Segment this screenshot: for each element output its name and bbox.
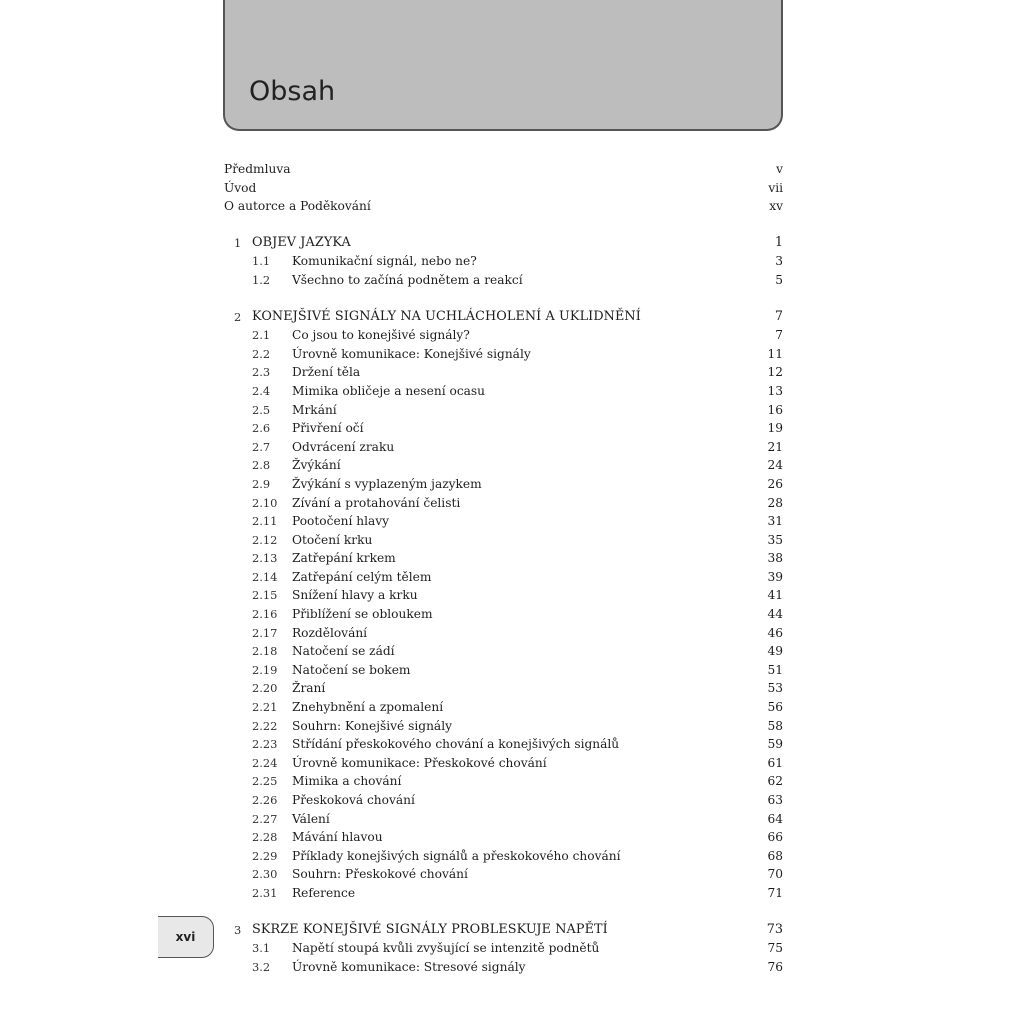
section-entry-title: Příklady konejšivých signálů a přeskokového chování [292,848,621,863]
section-entry-number: 2.20 [252,681,278,696]
section-entry[interactable] [224,438,783,457]
section-entry-page: 38 [767,551,783,566]
section-entry-page: 76 [767,959,783,974]
section-entry-page: 13 [767,383,783,398]
section-entry-number: 2.27 [252,811,278,826]
section-entry-page: 11 [767,346,783,361]
section-entry[interactable] [224,271,783,290]
section-entry[interactable] [224,772,783,791]
section-entry-page: 49 [767,644,783,659]
section-entry[interactable] [224,456,783,475]
section-entry-number: 2.16 [252,607,278,622]
section-entry-title: Přivření očí [292,421,364,436]
section-entry-number: 2.14 [252,569,278,584]
section-entry-title: Zívání a protahování čelisti [292,495,461,510]
section-entry-number: 2.10 [252,495,278,510]
section-entry-number: 2.3 [252,365,271,380]
section-entry-page: 3 [775,254,783,269]
chapter-list [224,216,783,977]
section-entry[interactable] [224,661,783,680]
section-entry-title: Úrovně komunikace: Stresové signály [292,959,526,974]
section-entry-number: 2.5 [252,402,271,417]
chapter-heading-page: 1 [774,234,783,250]
section-entry-page: 16 [767,402,783,417]
section-entry-number: 2.18 [252,644,278,659]
section-entry[interactable] [224,735,783,754]
section-entry[interactable] [224,791,783,810]
chapter-heading-number: 3 [234,922,242,937]
section-entry[interactable] [224,679,783,698]
section-entry-title: Střídání přeskokového chování a konejšivých signálů [292,737,620,752]
section-entry-title: Válení [292,811,330,826]
section-entry-page: 56 [767,700,783,715]
section-entry-number: 2.25 [252,774,278,789]
section-entry[interactable] [224,419,783,438]
section-entry-number: 2.19 [252,662,278,677]
chapter-heading[interactable] [224,234,783,253]
section-entry-number: 2.15 [252,588,278,603]
section-entry-page: 71 [767,885,783,900]
section-entry-page: 44 [767,607,783,622]
section-entry[interactable] [224,717,783,736]
section-entry-page: 21 [767,439,783,454]
chapter-heading-number: 1 [234,235,242,250]
section-entry[interactable] [224,363,783,382]
section-entry-title: Reference [292,885,356,900]
chapter-spacer [224,903,783,921]
section-entry[interactable] [224,586,783,605]
section-entry-title: Snížení hlavy a krku [292,588,418,603]
section-entry-number: 3.2 [252,959,271,974]
section-entry-number: 2.12 [252,532,278,547]
section-entry-number: 2.30 [252,867,278,882]
section-entry-number: 2.23 [252,737,278,752]
section-entry-title: Držení těla [292,365,361,380]
section-entry-title: Žvýkání s vyplazeným jazykem [292,476,482,491]
front-matter-list [224,160,783,216]
section-entry-title: Odvrácení zraku [292,439,395,454]
toc-entry-page: xv [769,199,783,214]
section-entry-page: 7 [775,328,783,343]
section-entry-page: 75 [767,941,783,956]
page-title: Obsah [249,76,336,107]
section-entry-title: Pootočení hlavy [292,514,390,529]
section-entry[interactable] [224,605,783,624]
section-entry-number: 2.1 [252,328,271,343]
section-entry-title: Všechno to začíná podnětem a reakcí [292,272,523,287]
section-entry[interactable] [224,754,783,773]
toc-entry[interactable] [224,160,783,179]
chapter-heading-title: KONEJŠIVÉ SIGNÁLY NA UCHLÁCHOLENÍ A UKLIDNĚNÍ [252,308,641,324]
chapter-heading-number: 2 [234,309,242,324]
section-entry-number: 2.11 [252,514,278,529]
section-entry-page: 66 [767,830,783,845]
page-number-tab: xvi [158,916,214,958]
section-entry[interactable] [224,512,783,531]
section-entry-page: 12 [767,365,783,380]
table-of-contents [224,160,783,976]
section-entry-number: 2.13 [252,551,278,566]
section-entry[interactable] [224,698,783,717]
section-entry[interactable] [224,531,783,550]
section-entry[interactable] [224,475,783,494]
section-entry-title: Žraní [292,681,326,696]
section-entry-number: 2.24 [252,755,278,770]
section-entry-page: 35 [767,532,783,547]
section-entry[interactable] [224,326,783,345]
section-entry-title: Co jsou to konejšivé signály? [292,328,470,343]
section-entry-page: 70 [767,867,783,882]
section-entry-page: 31 [767,514,783,529]
section-entry-number: 2.21 [252,700,278,715]
section-entry-title: Žvýkání [292,458,341,473]
section-entry-page: 19 [767,421,783,436]
toc-entry-page: v [776,162,783,176]
section-entry-page: 63 [767,793,783,807]
section-entry-title: Znehybnění a zpomalení [292,700,444,715]
section-entry-number: 2.22 [252,718,278,733]
section-entry-title: Mimika obličeje a nesení ocasu [292,383,486,398]
section-entry-page: 53 [767,681,783,696]
section-entry[interactable] [224,494,783,513]
chapter-heading[interactable] [224,921,783,940]
section-entry[interactable] [224,939,783,958]
section-entry-title: Rozdělování [292,625,368,640]
section-entry[interactable] [224,810,783,829]
section-entry-title: Mávání hlavou [292,830,383,845]
section-entry-page: 24 [767,458,783,473]
section-entry[interactable] [224,865,783,884]
toc-entry-title: Předmluva [224,162,291,176]
section-entry-number: 1.1 [252,254,271,269]
chapter-spacer [224,216,783,234]
section-entry-title: Zatřepání krkem [292,551,396,566]
toc-entry[interactable] [224,197,783,216]
section-entry-page: 26 [767,476,783,491]
chapter-spacer [224,290,783,308]
section-entry-number: 3.1 [252,941,271,956]
section-entry-number: 2.29 [252,848,278,863]
section-entry-title: Úrovně komunikace: Konejšivé signály [292,346,531,361]
section-entry-title: Natočení se zádí [292,644,395,659]
section-entry-title: Napětí stoupá kvůli zvyšující se intenzitě podnětů [292,941,600,956]
section-entry-page: 41 [767,588,783,603]
section-entry-page: 59 [767,737,783,752]
section-entry-page: 46 [767,625,783,640]
toc-entry-title: Úvod [224,180,257,195]
section-entry-page: 39 [767,569,783,584]
section-entry-title: Mimika a chování [292,774,402,789]
section-entry-number: 2.28 [252,830,278,845]
section-entry-title: Komunikační signál, nebo ne? [292,254,477,269]
section-entry-title: Souhrn: Konejšivé signály [292,718,452,733]
toc-entry[interactable] [224,179,783,198]
section-entry-page: 5 [775,272,783,287]
toc-entry-page: vii [768,180,783,195]
section-entry-title: Přiblížení se obloukem [292,607,433,622]
section-entry-page: 51 [767,662,783,677]
section-entry-number: 2.9 [252,476,271,491]
section-entry[interactable] [224,382,783,401]
section-entry-title: Souhrn: Přeskokové chování [292,867,468,882]
section-entry-page: 61 [767,755,783,770]
section-entry[interactable] [224,401,783,420]
section-entry-number: 2.26 [252,793,278,807]
chapter-heading-page: 7 [774,308,783,324]
section-entry[interactable] [224,252,783,271]
section-entry[interactable] [224,642,783,661]
section-entry[interactable] [224,828,783,847]
section-entry[interactable] [224,345,783,364]
section-entry[interactable] [224,549,783,568]
section-entry-title: Otočení krku [292,532,373,547]
section-entry-number: 2.4 [252,383,271,398]
section-entry-page: 62 [767,774,783,789]
chapter-heading-page: 73 [766,921,783,937]
section-entry[interactable] [224,624,783,643]
section-entry-page: 28 [767,495,783,510]
section-entry-page: 68 [767,848,783,863]
chapter-heading-title: OBJEV JAZYKA [252,234,351,250]
section-entry[interactable] [224,884,783,903]
section-entry-number: 2.17 [252,625,278,640]
section-entry-number: 2.7 [252,439,271,454]
section-entry[interactable] [224,958,783,977]
section-entry-number: 2.8 [252,458,271,473]
section-entry-title: Úrovně komunikace: Přeskokové chování [292,755,547,770]
toc-entry-title: O autorce a Poděkování [224,199,371,214]
section-entry-title: Natočení se bokem [292,662,411,677]
section-entry-page: 64 [767,811,783,826]
chapter-header-box [223,0,783,131]
section-entry-page: 58 [767,718,783,733]
section-entry-title: Přeskoková chování [292,793,415,807]
section-entry-number: 2.6 [252,421,271,436]
section-entry-number: 1.2 [252,272,271,287]
section-entry-title: Zatřepání celým tělem [292,569,432,584]
section-entry-title: Mrkání [292,402,337,417]
section-entry-number: 2.31 [252,885,278,900]
section-entry[interactable] [224,847,783,866]
section-entry-number: 2.2 [252,346,271,361]
chapter-heading-title: SKRZE KONEJŠIVÉ SIGNÁLY PROBLESKUJE NAPĚTÍ [252,921,608,937]
chapter-heading[interactable] [224,308,783,327]
section-entry[interactable] [224,568,783,587]
